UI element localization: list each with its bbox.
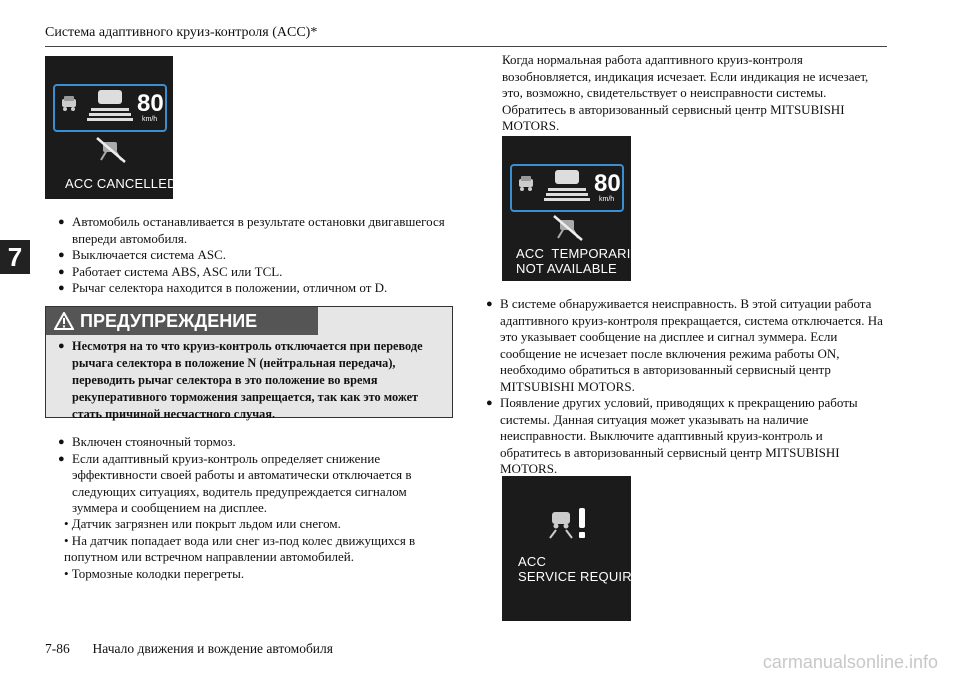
road-distance-icon [542,168,592,204]
warning-triangle-icon [54,312,74,330]
warning-text [58,338,442,423]
display-acc-not-available [502,136,646,281]
page-header-title: Система адаптивного круиз-контроля (ACC)* [45,25,318,40]
header-divider [45,46,887,47]
resume-paragraph: Когда нормальная работа адаптивного круиз-контроля возобновляется, индикация исчезает. Если индикация не исчезает, это, возможно, свидетельствует о неисправности системы. Обратитесь в авторизованный сервисный центр MITSUBISHI MOTORS. [502,52,869,133]
sub-item: • На датчик попадает вода или снег из-под колес движущихся в попутном или встречном направлении автомобилей. [64,532,416,564]
stop-conditions-list [58,214,448,297]
list-item: ● В системе обнаруживается неисправность. В этой ситуации работа адаптивного круиз-контроля прекращается, система отключается. На это указывает сообщение на дисплее и сигнал зуммера. Если сообщение не исчезает после включения режима работы ON, необходимо обратиться в авторизованный сервисный центр MITSUBISHI MOTORS. [486,296,886,395]
warning-title: ПРЕДУПРЕЖДЕНИЕ [80,310,258,331]
sensor-conditions-list [64,516,448,582]
list-item: ● Если адаптивный круиз-контроль определяет снижение эффективности своей работы и автоматически отключается в следующих ситуациях, водитель предупреждается сигналом зуммера и сообщением на дисплее. [58,451,448,517]
speed-unit: km/h [142,116,158,123]
vehicle-ahead-icon [516,174,536,192]
speed-unit: km/h [599,196,615,203]
page-footer [45,641,333,657]
list-item: ● Автомобиль останавливается в результате остановки двигавшегося впереди автомобиля. [58,214,448,247]
auto-off-conditions-list [58,434,448,517]
warning-item: ● Несмотря на то что круиз-контроль отключается при переводе рычага селектора в положение N (нейтральная передача), переводить рычаг селектора в это положение во время рекуперативного торможения запрещается, так как это может стать причиной несчастного случая. [58,338,442,423]
chapter-tab: 7 [0,240,30,274]
display-acc-service-required [502,476,651,621]
page-number: 7-86 [45,641,70,656]
speed-value: 80 [594,170,621,197]
list-item: ● Появление других условий, приводящих к прекращению работы системы. Данная ситуация может указывать на наличие неисправности. Выключите адаптивный круиз-контроль и обратитесь в авторизованный сервисный центр MITSUBISHI MOTORS. [486,395,886,478]
list-item: ● Выключается система ASC. [58,247,448,264]
display-caption: ACC TEMPORARILY NOT AVAILABLE [516,246,646,276]
acc-warning-icon [546,506,590,540]
watermark: carmanualsonline.info [762,652,938,672]
list-item: ● Работает система ABS, ASC или TCL. [58,264,448,281]
acc-off-icon [552,214,584,242]
vehicle-ahead-icon [59,94,79,112]
sub-item: • Датчик загрязнен или покрыт льдом или снегом. [64,516,341,531]
sub-item: • Тормозные колодки перегреты. [64,565,245,581]
warning-box [45,306,453,421]
list-item: ● Включен стояночный тормоз. [58,434,448,451]
road-distance-icon [85,88,135,124]
acc-off-icon [95,136,127,164]
display-acc-cancelled [45,56,177,199]
display-caption: ACC SERVICE REQUIRED [518,554,651,584]
warning-header [46,307,318,335]
list-item: ● Рычаг селектора находится в положении, отличном от D. [58,280,448,297]
section-title: Начало движения и вождение автомобиля [92,641,333,656]
speed-value: 80 [137,90,164,117]
malfunction-list [486,296,886,478]
display-caption: ACC CANCELLED [65,176,177,191]
